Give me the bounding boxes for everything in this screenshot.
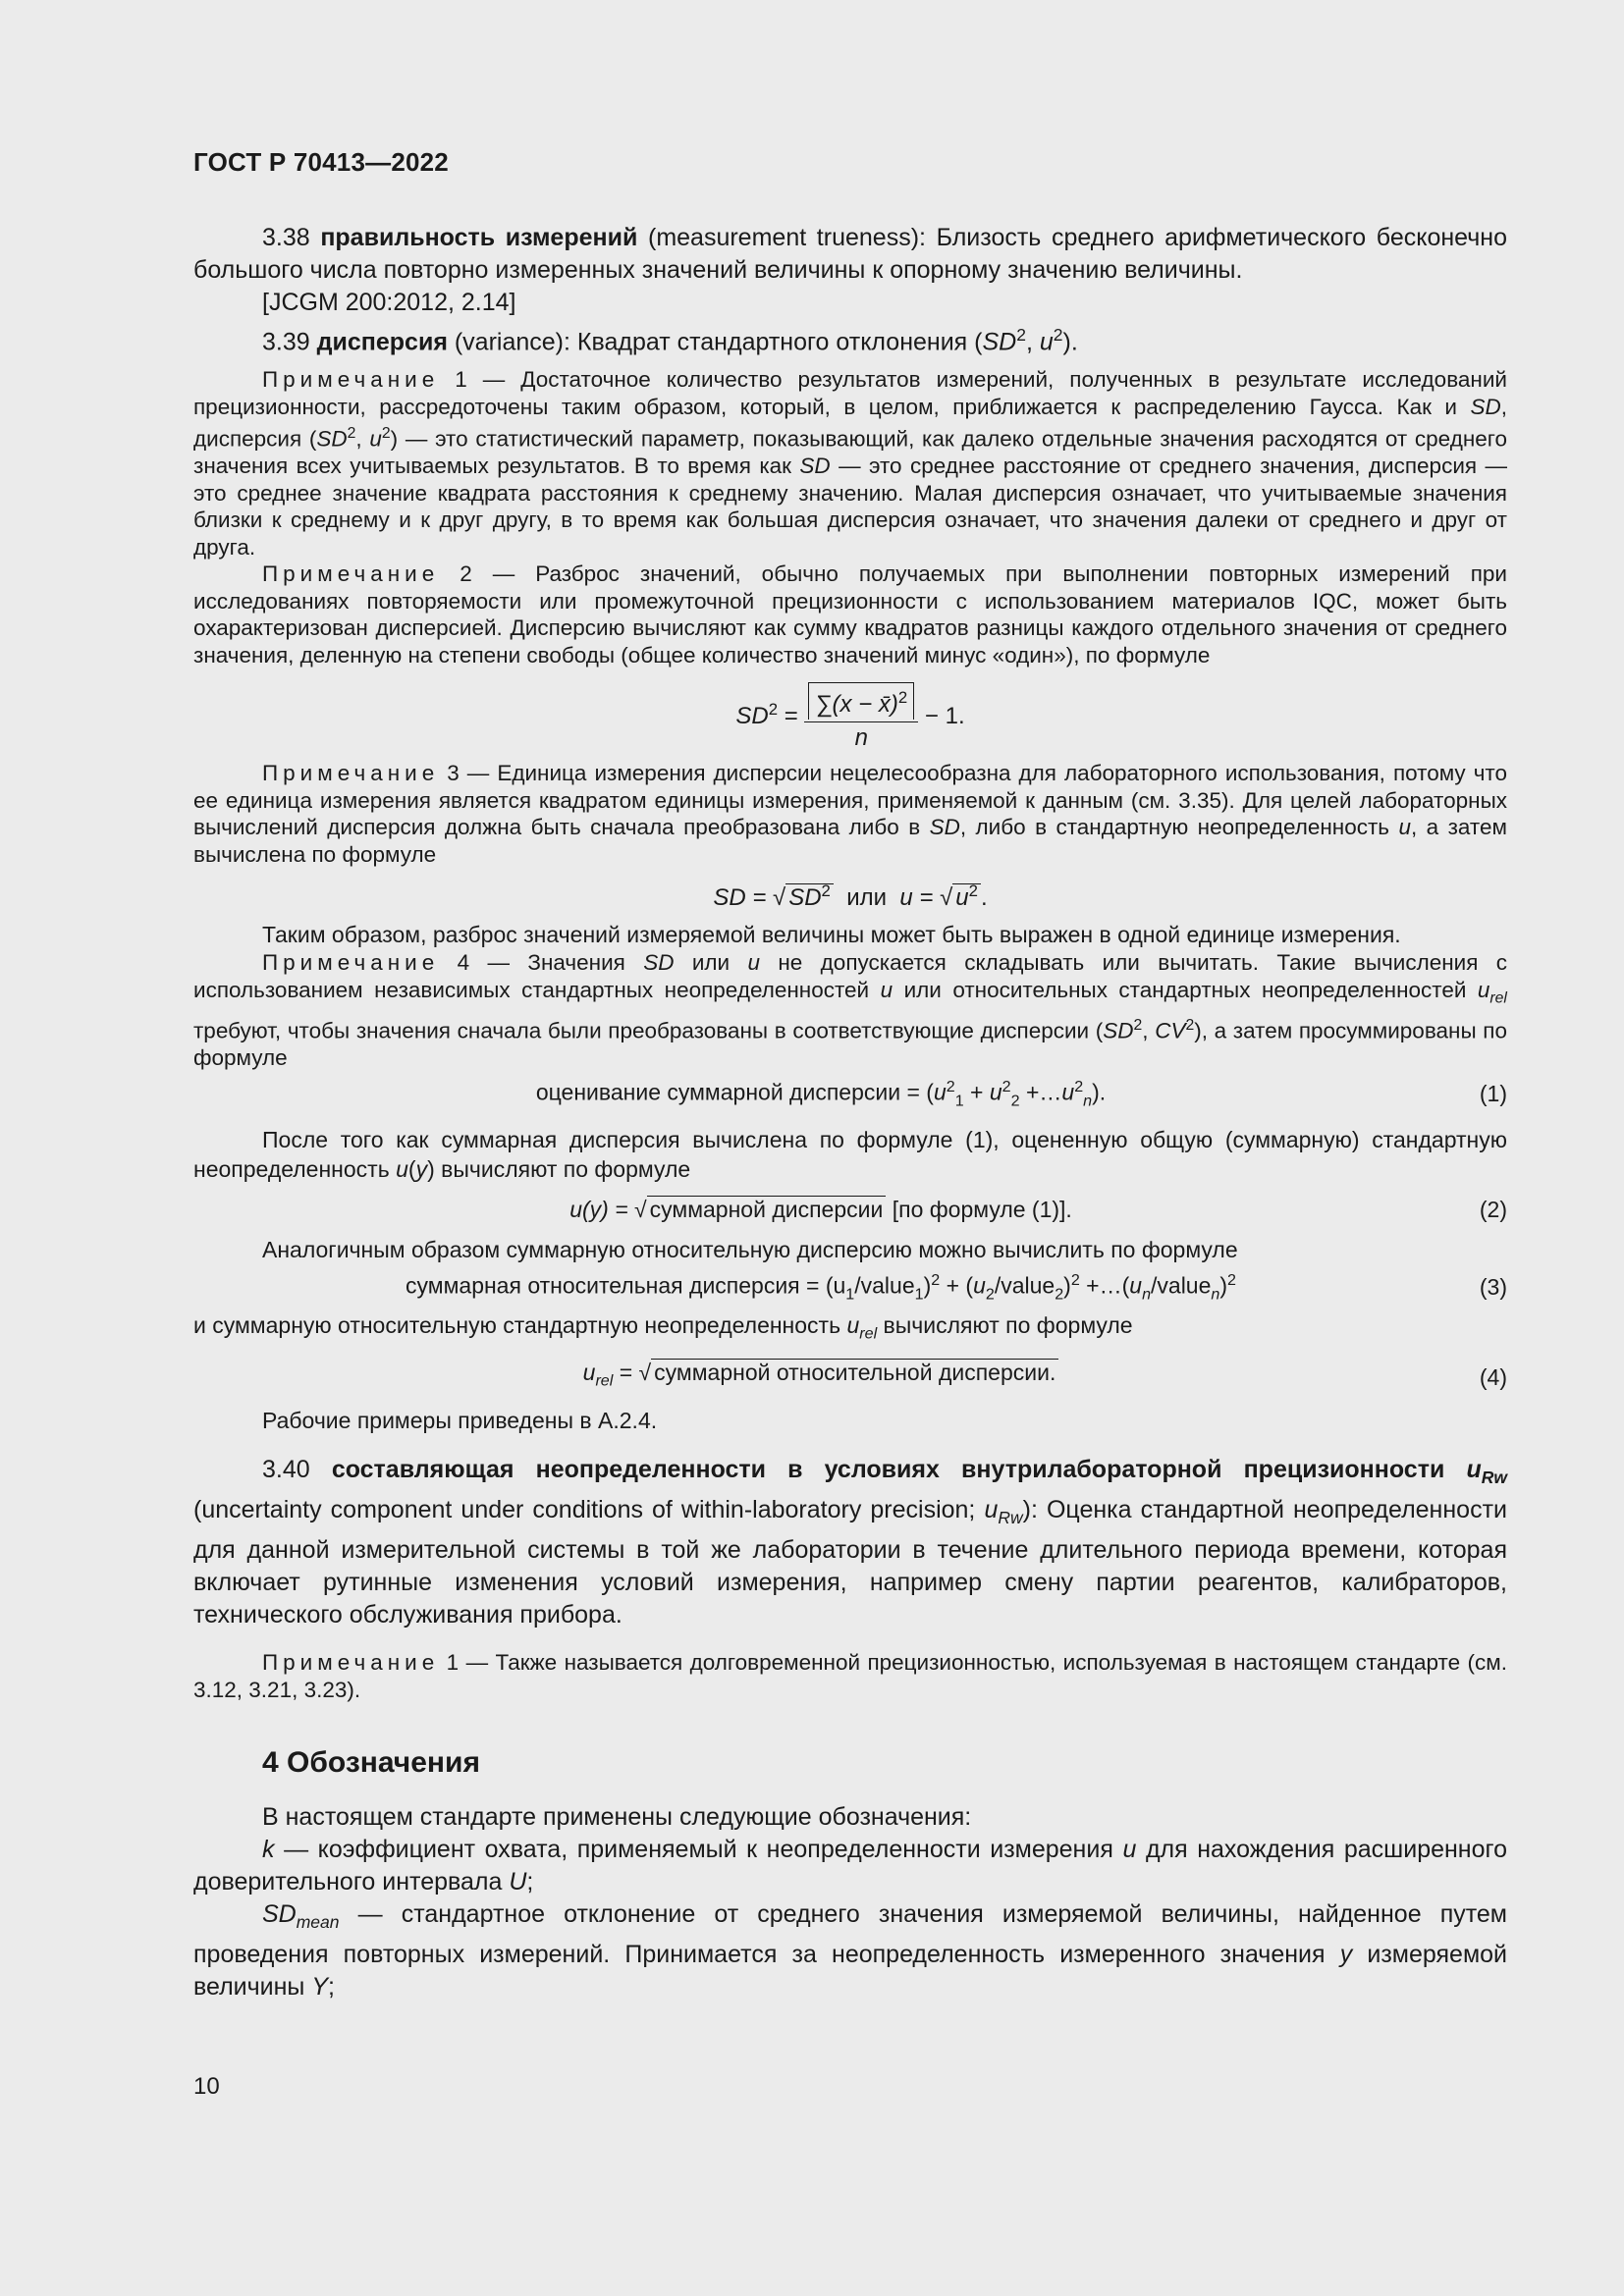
section-4-intro: В настоящем стандарте применены следующие обозначения:	[262, 1803, 972, 1832]
symbol-k: k — коэффициент охвата, применяемый к неопределенности измерения u для нахождения расширенного доверительного интервала U;	[193, 1836, 1507, 1896]
page-number: 10	[193, 2073, 220, 2100]
document-header: ГОСТ Р 70413—2022	[193, 147, 449, 177]
term-338: правильность измерений	[320, 224, 638, 251]
symbol-sd-mean: $SD_{mean}$ — стандартное отклонение от среднего значения измеряемой величины, найденное путем проведения повторных измерений. Принимается за неопределенность измеренного значения y измеряемой величины Y;	[193, 1900, 1507, 2002]
document-body	[193, 222, 1507, 2003]
note-339-3: Примечание 3 — Единица измерения дисперсии нецелесообразна для лабораторного использования, потому что ее единица измерения является квадратом единицы измерения, применяемой к данным (см. 3.35). Для целей лабораторных вычислений дисперсия должна быть сначала преобразована либо в SD, либо в стандартную неопределенность u, а затем вычислена по формуле	[193, 761, 1507, 867]
note-340-1: Примечание 1 — Также называется долговременной прецизионностью, используемая в настоящем стандарте (см. 3.12, 3.21, 3.23).	[193, 1650, 1508, 1702]
note-339-1: Примечание 1 — Достаточное количество результатов измерений, полученных в результате исследований прецизионности, рассредоточены таким образом, который, в целом, приближается к распределению Гаусса. Как и SD, дисперсия ($SD^2$, $u^2$) — это статистический параметр, показывающий, как далеко отдельные значения расходятся от среднего значения всех учитываемых результатов. В то время как SD — это среднее расстояние от среднего значения, дисперсия — это среднее значение квадрата расстояния к среднему значению. Малая дисперсия означает, что учитываемые значения близки к среднему и к друг другу, в то время как большая дисперсия означает, что значения далеки от среднего и друг от друга.	[193, 367, 1507, 560]
formula-4: $u_{rel}$ = √ суммарной относительной дисперсии. (4)	[193, 1357, 1507, 1397]
term-339: дисперсия	[316, 328, 448, 356]
reference-338: [JCGM 200:2012, 2.14]	[262, 289, 516, 316]
formula-2: u(y) = √ суммарной дисперсии [по формуле (1)]. (2)	[193, 1194, 1507, 1225]
sqrt-relative-variance: √ суммарной относительной дисперсии.	[639, 1357, 1059, 1388]
note-339-2: Примечание 2 — Разброс значений, обычно получаемых при выполнении повторных измерений при исследованиях повторяемости или промежуточной прецизионности с использованием материалов IQC, может быть охарактеризован дисперсией. Дисперсию вычисляют как сумму квадратов разницы каждого отдельного значения от среднего значения, деленную на степени свободы (общее количество значений минус «один»), по формуле	[193, 561, 1507, 667]
sqrt-sd: √ $SD^2$	[773, 881, 834, 912]
relative-uncertainty-paragraph: и суммарную относительную стандартную неопределенность $u_{rel}$ вычисляют по формуле	[193, 1311, 1133, 1343]
definition-339: 3.39 дисперсия (variance): Квадрат стандартного отклонения ($SD^2$, $u^2$).	[262, 325, 1078, 356]
note-339-4: Примечание 4 — Значения SD или u не допускается складывать или вычитать. Такие вычисления с использованием независимых стандартных неопределенностей u или относительных стандартных неопределенностей $u_{rel}$ требуют, чтобы значения сначала были преобразованы в соответствующие дисперсии ($SD^2$, $CV^2$), а затем просуммированы по формуле	[193, 950, 1507, 1070]
formula-3: суммарная относительная дисперсия = $(u_1/value_1)^2$ + $(u_2/value_2)^2$ $+\dots(u_n/value_n)^2$ (3)	[406, 1270, 1507, 1303]
analog-paragraph: Аналогичным образом суммарную относительную дисперсию можно вычислить по формуле	[262, 1236, 1238, 1262]
definition-338: 3.38 правильность измерений (measurement trueness): Близость среднего арифметического бесконечно большого числа повторно измеренных значений величины к опорному значению величины.	[193, 224, 1507, 284]
sqrt-u: √ $u^2$	[940, 881, 981, 912]
variance-fraction: $\frac{\sum(x - x̄)^2}{n}$	[804, 682, 918, 752]
formula-1: оценивание суммарной дисперсии = ($u^2_1 + u^2_2$ $+\dots u^2_n$). (1)	[535, 1078, 1507, 1110]
thus-paragraph: Таким образом, разброс значений измеряемой величины может быть выражен в одной единице измерения.	[262, 922, 1401, 948]
section-4-heading: 4 Обозначения	[262, 1746, 480, 1780]
sd-sqrt-formula: SD = √ $SD^2$ или u = √ $u^2$ .	[713, 881, 988, 912]
sqrt-summary-variance: √ суммарной дисперсии	[634, 1194, 886, 1225]
variance-formula: $SD^2$ = $\frac{\sum(x - x̄)^2}{n}$ − 1.	[193, 682, 1507, 752]
term-340: составляющая неопределенности в условиях внутрилабораторной прецизионности	[331, 1456, 1445, 1484]
after-formula-1: После того как суммарная дисперсия вычислена по формуле (1), оцененную общую (суммарную) стандартную неопределенность u(y) вычисляют по формуле	[193, 1126, 1507, 1182]
examples-paragraph: Рабочие примеры приведены в А.2.4.	[262, 1408, 658, 1434]
definition-340: 3.40 составляющая неопределенности в условиях внутрилабораторной прецизионности $u_{Rw}$ (uncertainty component under conditions of within-laboratory precision; $u_{Rw}$): Оценка стандартной неопределенности для данной измерительной системы в той же лаборатории в течение длительного периода времени, которая включает рутинные изменения условий измерения, например смену партии реагентов, калибраторов, технического обслуживания прибора.	[193, 1456, 1507, 1629]
